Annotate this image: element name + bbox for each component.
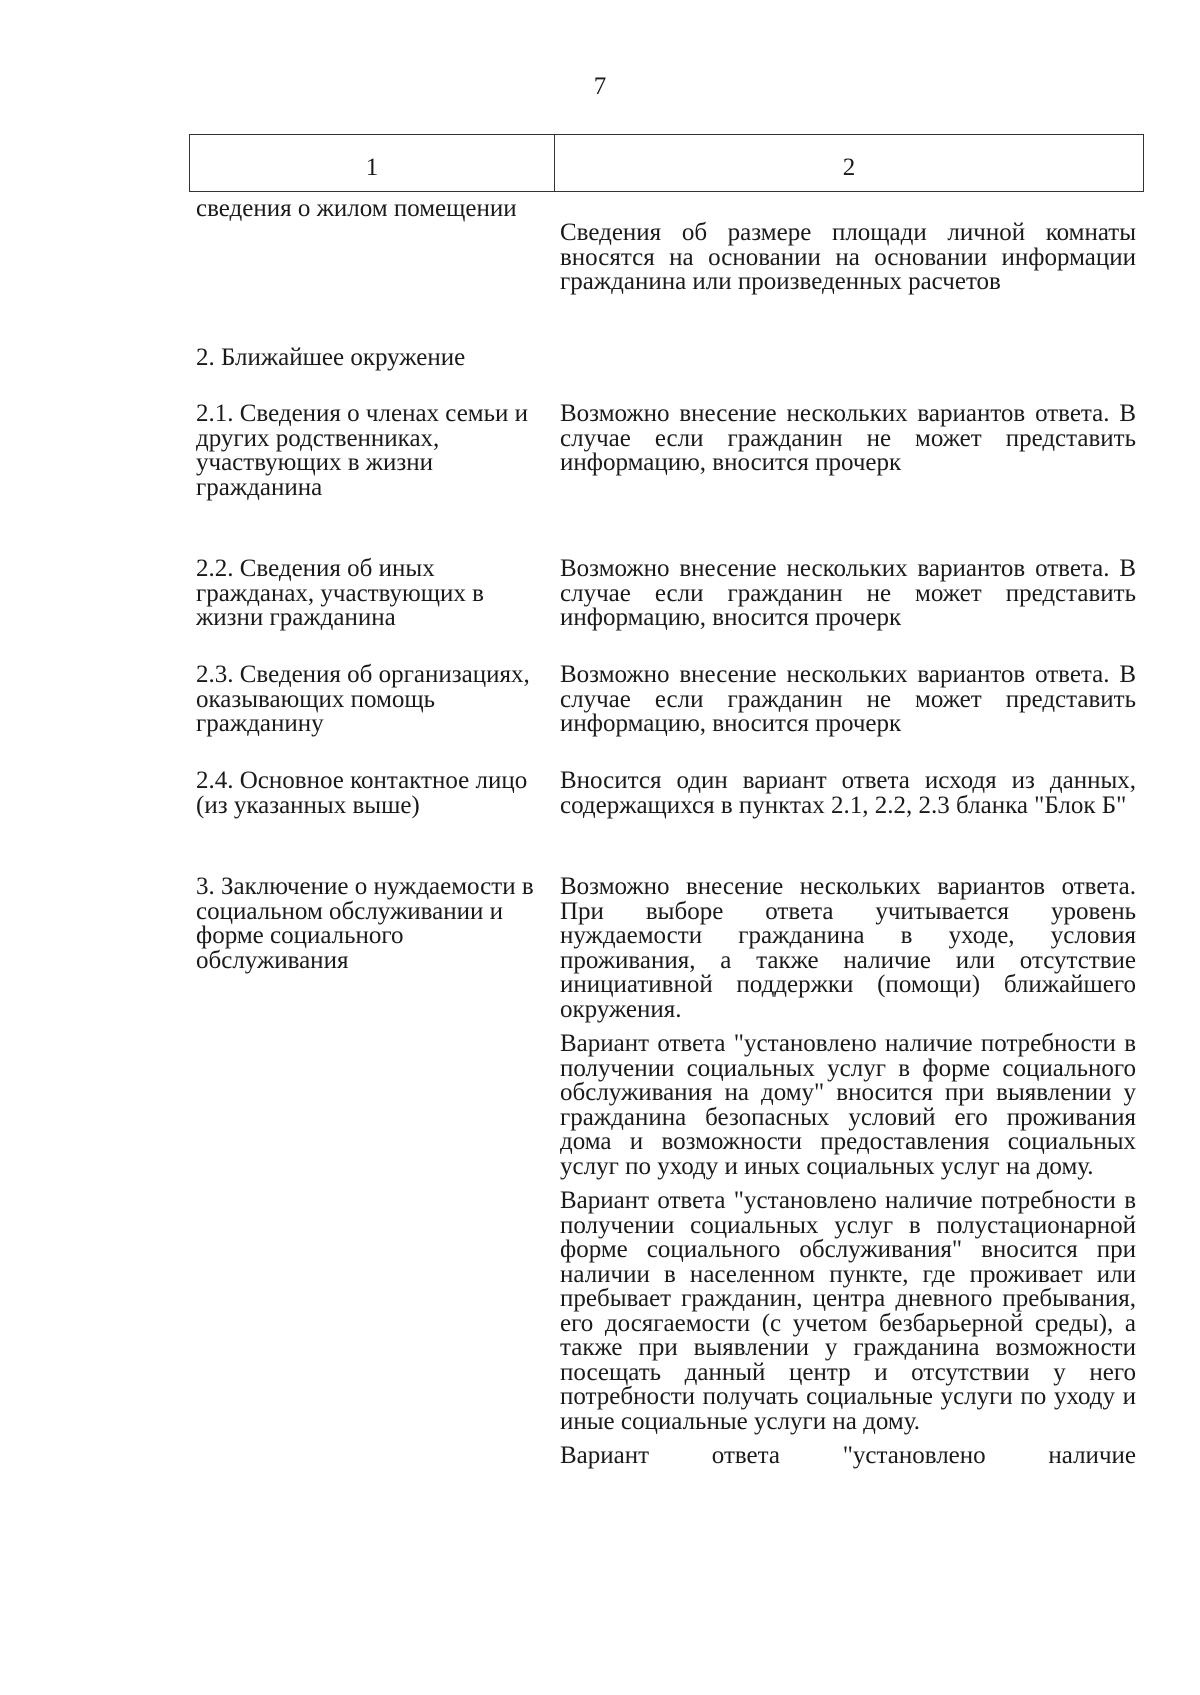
trailing-word: "установлено <box>842 1442 986 1469</box>
row-housing-left: сведения о жилом помещении <box>196 195 517 222</box>
row-3-paragraph-1: Возможно внесение нескольких вариантов ответа. При выборе ответа учитывается уровень нуждаемости гражданина в уходе, условия проживания, а также наличие или отсутствие инициативной поддержки (помощи) ближайшего окружения. <box>560 873 1136 1023</box>
row-2-3-left: 2.3. Сведения об организациях, оказывающих помощь гражданину <box>196 661 530 737</box>
row-2-4-paragraph: Вносится один вариант ответа исходя из данных, содержащихся в пунктах 2.1, 2.2, 2.3 бланка "Блок Б" <box>560 767 1136 819</box>
row-3-right <box>560 875 1136 1469</box>
trailing-word: ответа <box>711 1442 780 1469</box>
row-2-1-paragraph: Возможно внесение нескольких вариантов ответа. В случае если гражданин не может представить информацию, вносится прочерк <box>560 400 1136 476</box>
row-3-left: 3. Заключение о нуждаемости в социальном обслуживании и форме социального обслуживания <box>196 873 534 974</box>
row-2-2-right <box>560 557 1136 641</box>
row-3-trailing-line <box>560 1444 1136 1469</box>
page-number: 7 <box>593 73 607 100</box>
column-number-2: 2 <box>842 154 856 181</box>
row-2-2-left: 2.2. Сведения об иных гражданах, участвующих в жизни гражданина <box>196 555 484 631</box>
section-2-heading: 2. Ближайшее окружение <box>196 344 466 371</box>
row-2-3-paragraph: Возможно внесение нескольких вариантов ответа. В случае если гражданин не может представить информацию, вносится прочерк <box>560 661 1136 737</box>
table-header <box>189 134 1144 192</box>
row-2-4-right <box>560 769 1136 828</box>
row-3-paragraph-3: Вариант ответа "установлено наличие потребности в получении социальных услуг в полустационарной форме социального обслуживания" вносится при наличии в населенном пункте, где проживает или пребывает гражданин, центра дневного пребывания, его досягаемости (с учетом безбарьерной среды), а также при выявлении у гражданина возможности посещать данный центр и отсутствии у него потребности получать социальные услуги по уходу и иные социальные услуги на дому. <box>560 1187 1136 1435</box>
row-housing-right <box>560 221 1136 305</box>
row-2-1-right <box>560 402 1136 486</box>
row-2-3-right <box>560 663 1136 747</box>
row-2-2-paragraph: Возможно внесение нескольких вариантов ответа. В случае если гражданин не может представить информацию, вносится прочерк <box>560 555 1136 631</box>
row-2-1-left: 2.1. Сведения о членах семьи и других родственниках, участвующих в жизни гражданина <box>196 400 529 501</box>
column-number-1: 1 <box>190 135 555 191</box>
trailing-word: Вариант <box>560 1442 650 1469</box>
trailing-word: наличие <box>1048 1442 1136 1469</box>
row-3-paragraph-2: Вариант ответа "установлено наличие потребности в получении социальных услуг в форме социального обслуживания на дому" вносится при выявлении у гражданина безопасных условий его проживания дома и возможности предоставления социальных услуг по уходу и иных социальных услуг на дому. <box>560 1030 1136 1180</box>
row-housing-paragraph: Сведения об размере площади личной комнаты вносятся на основании на основании информации гражданина или произведенных расчетов <box>560 219 1136 295</box>
row-2-4-left: 2.4. Основное контактное лицо (из указанных выше) <box>196 767 528 819</box>
